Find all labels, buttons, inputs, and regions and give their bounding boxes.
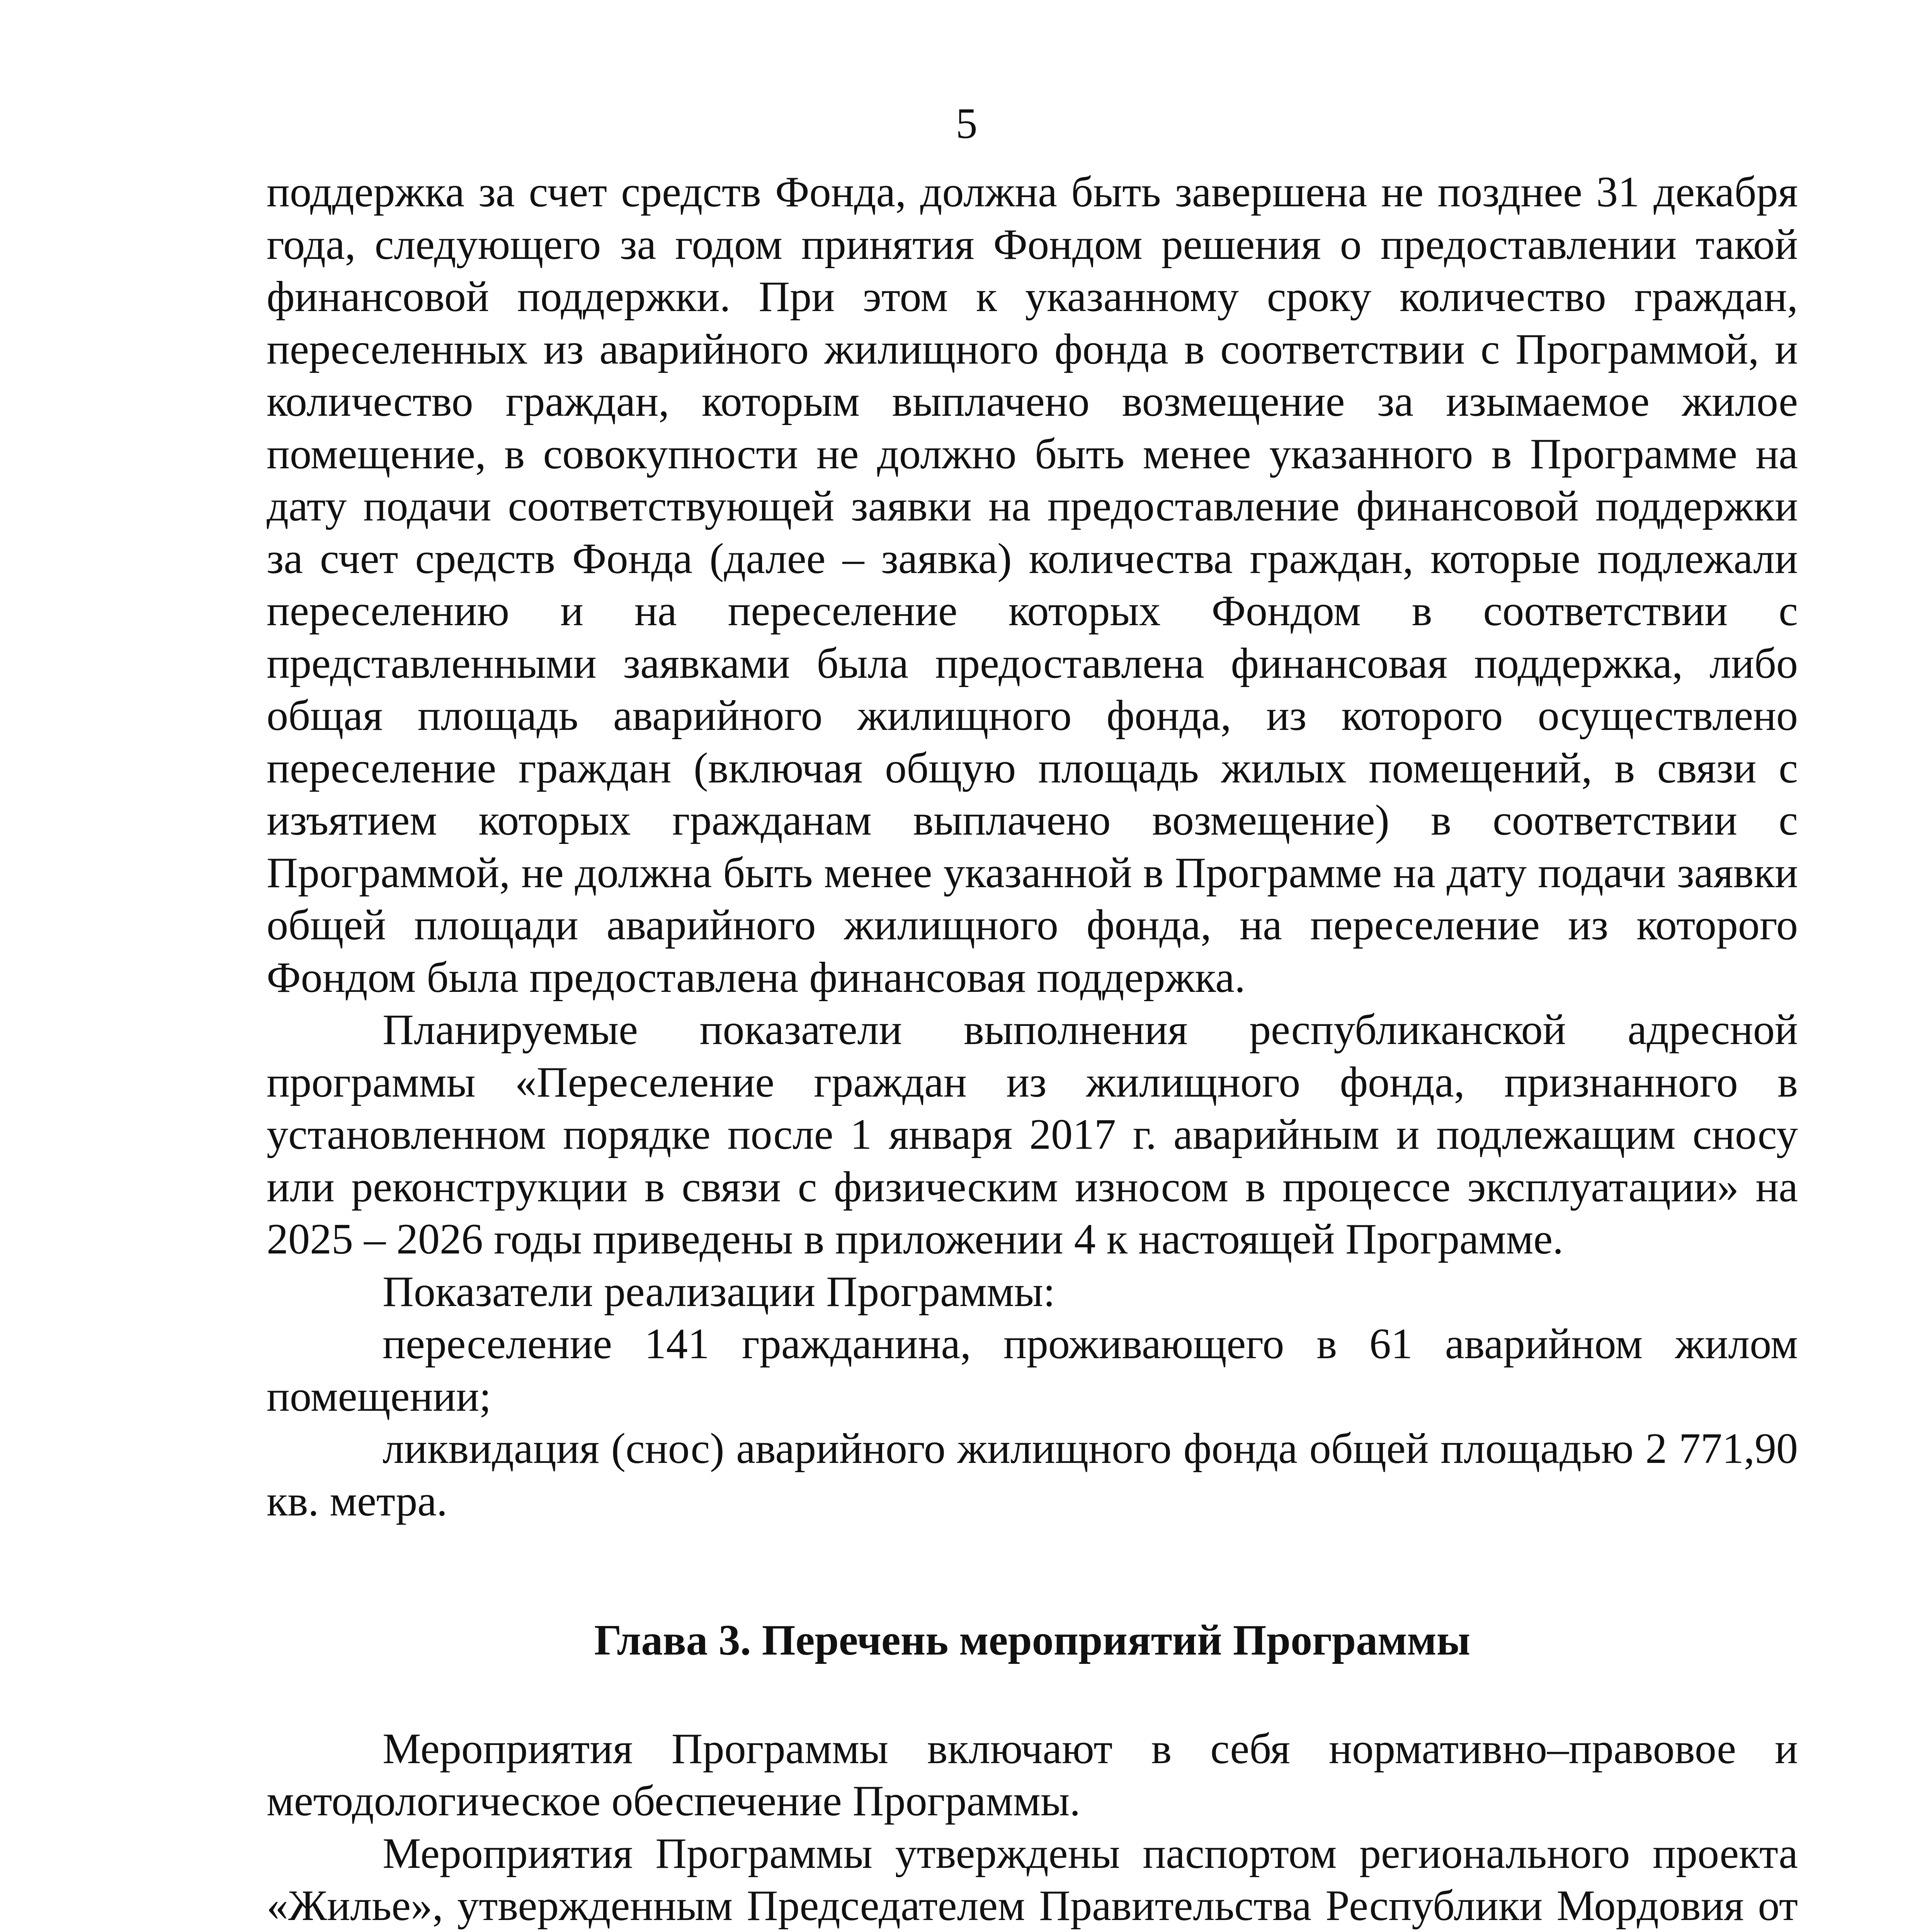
paragraph-measures-include: Мероприятия Программы включают в себя нормативно–правовое и методологическое обеспечение Программы. [267,1725,1798,1825]
paragraph-demolition-area: ликвидация (снос) аварийного жилищного фонда общей площадью 2 771,90 кв. метра. [267,1425,1798,1525]
page-number: 5 [956,100,978,148]
paragraph-indicators-intro: Показатели реализации Программы: [383,1267,1055,1316]
paragraph-resettlement-count: переселение 141 гражданина, проживающего в 61 аварийном жилом помещении; [267,1320,1798,1420]
document-body [267,166,1798,1932]
paragraph-fund-support-deadline: поддержка за счет средств Фонда, должна быть завершена не позднее 31 декабря года, следующего за годом принятия Фондом решения о предоставлении такой финансовой поддержки. При этом к указанному сроку количество граждан, переселенных из аварийного жилищного фонда в соответствии с Программой, и количество граждан, которым выплачено возмещение за изымаемое жилое помещение, в совокупности не должно быть менее указанного в Программе на дату подачи соответствующей заявки на предоставление финансовой поддержки за счет средств Фонда (далее – заявка) количества граждан, которые подлежали переселению и на переселение которых Фондом в соответствии с представленными заявками была предоставлена финансовая поддержка, либо общая площадь аварийного жилищного фонда, из которого осуществлено переселение граждан (включая общую площадь жилых помещений, в связи с изъятием которых гражданам выплачено возмещение) в соответствии с Программой, не должна быть менее указанной в Программе на дату подачи заявки общей площади аварийного жилищного фонда, на переселение из которого Фондом была предоставлена финансовая поддержка. [267,168,1798,1002]
paragraph-planned-indicators: Планируемые показатели выполнения республиканской адресной программы «Переселение граждан из жилищного фонда, признанного в установленном порядке после 1 января 2017 г. аварийным и подлежащим сносу или реконструкции в связи с физическим износом в процессе эксплуатации» на 2025 – 2026 годы приведены в приложении 4 к настоящей Программе. [267,1006,1798,1263]
paragraph-measures-approved: Мероприятия Программы утверждены паспортом регионального проекта «Жилье», утвержденным Председателем Правительства Республики Мордовия от [267,1829,1798,1930]
chapter-heading: Глава 3. Перечень мероприятий Программы [594,1616,1471,1664]
